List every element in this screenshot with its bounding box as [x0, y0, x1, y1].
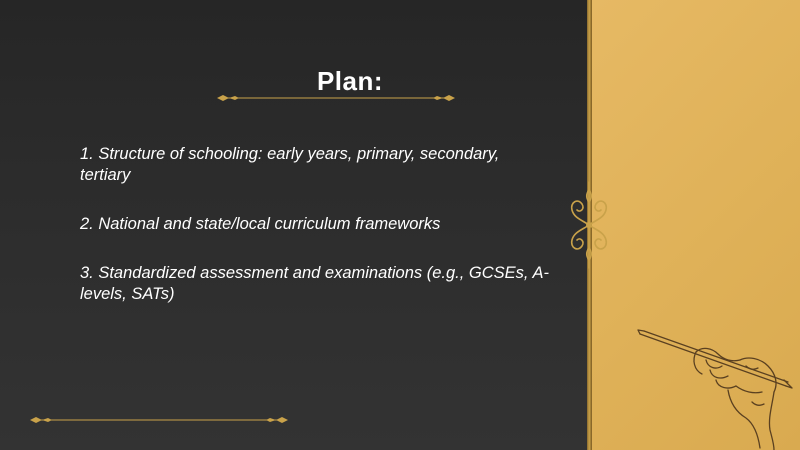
hand-holding-pen-icon: [636, 326, 796, 450]
plan-item-3: 3. Standardized assessment and examinations (e.g., GCSEs, A-levels, SATs): [80, 264, 549, 303]
slide-title: Plan:: [316, 66, 384, 96]
title-underline-ornament: [215, 93, 457, 103]
plan-list: [80, 144, 550, 333]
plan-item-2: 2. National and state/local curriculum frameworks: [80, 215, 441, 233]
plan-item-1: 1. Structure of schooling: early years, primary, secondary, tertiary: [80, 145, 500, 184]
scroll-flourish-icon: [562, 180, 616, 270]
bottom-rule-ornament: [28, 415, 290, 425]
